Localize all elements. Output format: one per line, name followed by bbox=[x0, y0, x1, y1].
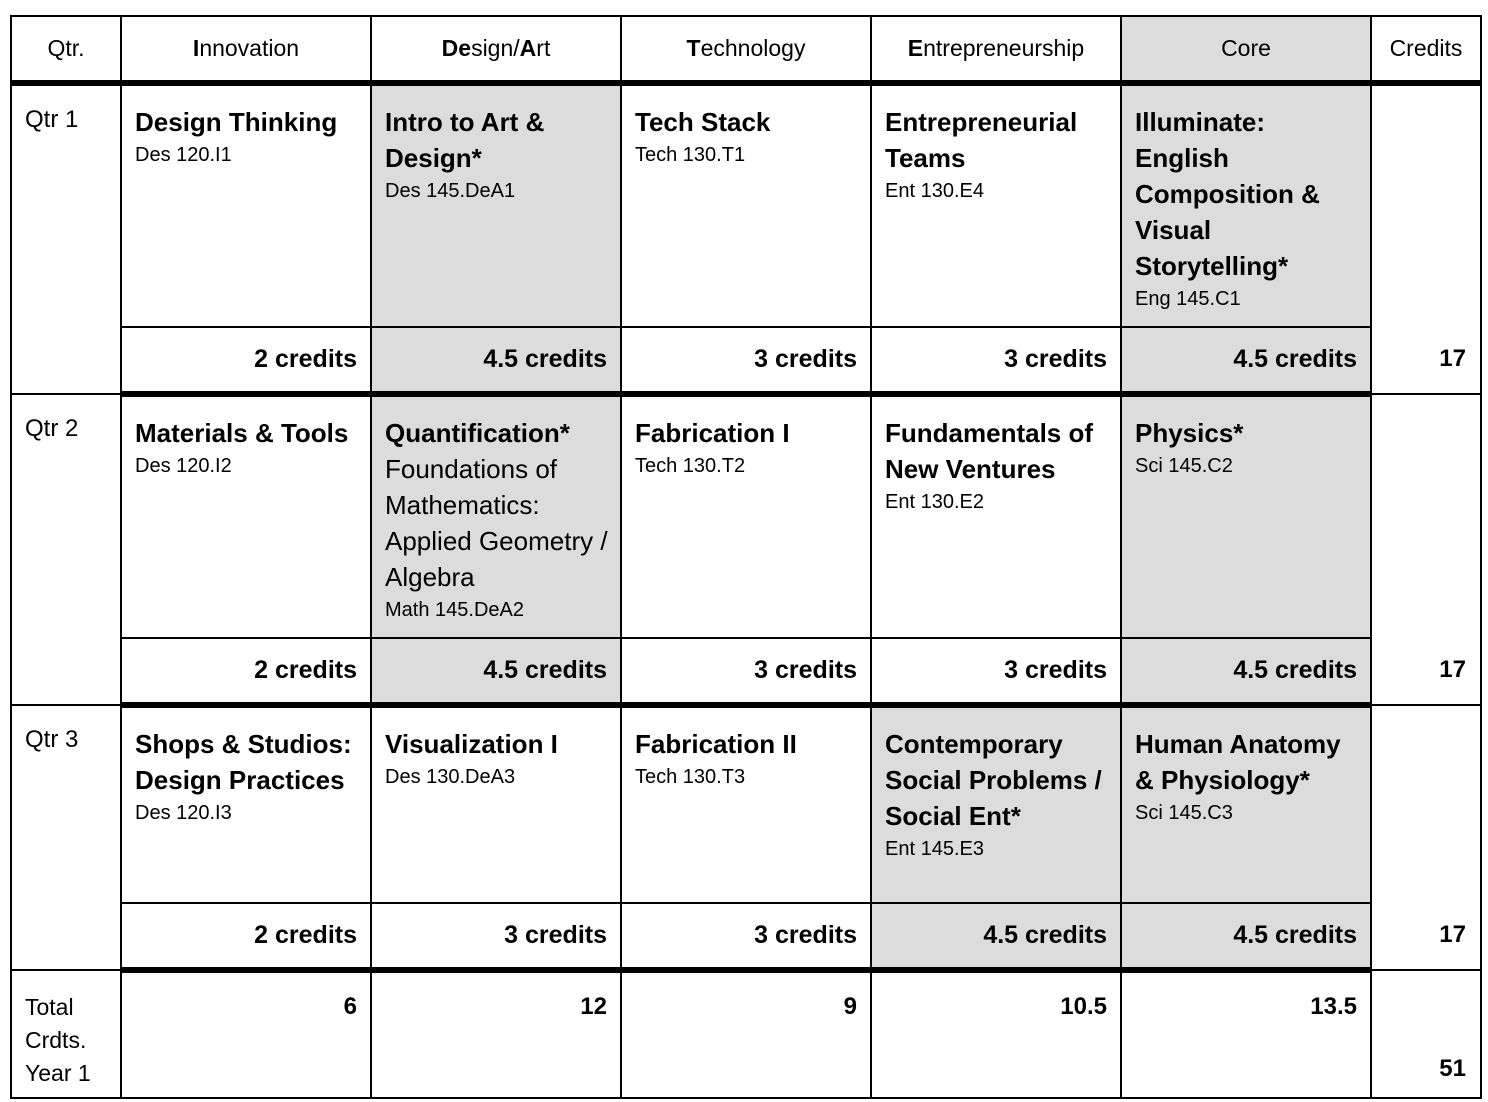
course-title: Physics* bbox=[1135, 418, 1244, 448]
quarter-label: Qtr 1 bbox=[11, 83, 121, 394]
quarter-total: 17 bbox=[1371, 83, 1481, 394]
column-total: 9 bbox=[621, 970, 871, 1098]
course-cell bbox=[871, 394, 1121, 638]
course-title: Fabrication II bbox=[635, 729, 797, 759]
course-code: Des 130.DeA3 bbox=[385, 766, 516, 788]
quarter-total: 17 bbox=[1371, 705, 1481, 970]
column-total: 13.5 bbox=[1121, 970, 1371, 1098]
course-cell bbox=[121, 394, 371, 638]
course-credits: 2 credits bbox=[121, 638, 371, 705]
header-credits: Credits bbox=[1371, 16, 1481, 83]
course-title: Tech Stack bbox=[635, 107, 771, 137]
course-cell bbox=[371, 705, 621, 903]
course-code: Ent 130.E2 bbox=[885, 491, 984, 513]
course-credits: 4.5 credits bbox=[371, 638, 621, 705]
column-total: 12 bbox=[371, 970, 621, 1098]
header-rest: echnology bbox=[700, 35, 806, 61]
header-core bbox=[1121, 16, 1371, 83]
course-credits: 4.5 credits bbox=[1121, 638, 1371, 705]
course-code: Sci 145.C2 bbox=[1135, 455, 1233, 477]
quarter-3-credit-row bbox=[11, 903, 1481, 970]
course-title: Fabrication I bbox=[635, 418, 790, 448]
header-design-art bbox=[371, 16, 621, 83]
quarter-label: Qtr 2 bbox=[11, 394, 121, 705]
course-cell bbox=[621, 394, 871, 638]
header-rest: sign/ bbox=[471, 35, 520, 61]
course-cell bbox=[1121, 394, 1371, 638]
course-credits: 4.5 credits bbox=[371, 327, 621, 394]
course-code: Math 145.DeA2 bbox=[385, 599, 524, 621]
header-innovation bbox=[121, 16, 371, 83]
course-credits: 3 credits bbox=[371, 903, 621, 970]
course-credits: 2 credits bbox=[121, 903, 371, 970]
course-credits: 3 credits bbox=[871, 638, 1121, 705]
course-cell bbox=[621, 83, 871, 327]
column-total: 6 bbox=[121, 970, 371, 1098]
header-initial: I bbox=[192, 35, 200, 61]
course-code: Tech 130.T3 bbox=[635, 766, 746, 788]
course-title: Materials & Tools bbox=[135, 418, 349, 448]
quarter-2-course-row bbox=[11, 394, 1481, 638]
quarter-label: Qtr 3 bbox=[11, 705, 121, 970]
header-row bbox=[11, 16, 1481, 83]
course-code: Eng 145.C1 bbox=[1135, 288, 1241, 310]
course-cell bbox=[121, 83, 371, 327]
quarter-2-credit-row bbox=[11, 638, 1481, 705]
header-initial: E bbox=[907, 35, 924, 61]
header-rest: ntrepreneurship bbox=[923, 35, 1085, 61]
totals-label bbox=[11, 970, 121, 1098]
header-initial: A bbox=[519, 35, 537, 61]
course-credits: 2 credits bbox=[121, 327, 371, 394]
course-cell bbox=[1121, 705, 1371, 903]
course-title: Quantification* bbox=[385, 418, 570, 448]
quarter-3-course-row bbox=[11, 705, 1481, 903]
quarter-total: 17 bbox=[1371, 394, 1481, 705]
header-technology bbox=[621, 16, 871, 83]
course-code: Ent 130.E4 bbox=[885, 180, 984, 202]
totals-label-line: Total bbox=[25, 994, 74, 1020]
course-title: Human Anatomy & Physiology* bbox=[1135, 729, 1341, 795]
header-initial: De bbox=[441, 35, 472, 61]
course-code: Sci 145.C3 bbox=[1135, 802, 1233, 824]
course-credits: 4.5 credits bbox=[1121, 327, 1371, 394]
totals-label-line: Year 1 bbox=[25, 1060, 91, 1086]
course-cell bbox=[121, 705, 371, 903]
course-title: Shops & Studios: Design Practices bbox=[135, 729, 352, 795]
course-code: Tech 130.T2 bbox=[635, 455, 746, 477]
course-title: Design Thinking bbox=[135, 107, 338, 137]
totals-label-line: Crdts. bbox=[25, 1027, 87, 1053]
course-credits: 3 credits bbox=[621, 327, 871, 394]
course-code: Tech 130.T1 bbox=[635, 144, 746, 166]
course-cell bbox=[371, 83, 621, 327]
course-title: Visualization I bbox=[385, 729, 558, 759]
course-code: Des 120.I3 bbox=[135, 802, 232, 824]
course-credits: 4.5 credits bbox=[871, 903, 1121, 970]
course-title: Entrepreneurial Teams bbox=[885, 107, 1078, 173]
course-title: Fundamentals of New Ventures bbox=[885, 418, 1094, 484]
course-credits: 3 credits bbox=[621, 638, 871, 705]
course-cell bbox=[371, 394, 621, 638]
course-code: Ent 145.E3 bbox=[885, 838, 984, 860]
column-total: 10.5 bbox=[871, 970, 1121, 1098]
quarter-1-credit-row bbox=[11, 327, 1481, 394]
quarter-1-course-row bbox=[11, 83, 1481, 327]
course-subtitle: Foundations of Mathematics: Applied Geometry / Algebra bbox=[385, 454, 608, 592]
course-title: Intro to Art & Design* bbox=[385, 107, 545, 173]
course-code: Des 120.I2 bbox=[135, 455, 232, 477]
course-code: Des 120.I1 bbox=[135, 144, 232, 166]
course-title: Illuminate: English Composition & Visual Storytelling* bbox=[1135, 107, 1320, 281]
course-code: Des 145.DeA1 bbox=[385, 180, 516, 202]
course-cell bbox=[871, 83, 1121, 327]
course-title: Contemporary Social Problems / Social Ent* bbox=[885, 729, 1102, 831]
course-cell bbox=[1121, 83, 1371, 327]
header-rest: rt bbox=[536, 35, 551, 61]
course-credits: 3 credits bbox=[871, 327, 1121, 394]
header-entrepreneurship bbox=[871, 16, 1121, 83]
course-credits: 4.5 credits bbox=[1121, 903, 1371, 970]
header-initial: T bbox=[686, 35, 701, 61]
header-rest: Core bbox=[1221, 35, 1271, 61]
header-qtr: Qtr. bbox=[11, 16, 121, 83]
course-cell bbox=[621, 705, 871, 903]
header-rest: nnovation bbox=[199, 35, 300, 61]
course-cell bbox=[871, 705, 1121, 903]
course-credits: 3 credits bbox=[621, 903, 871, 970]
totals-row bbox=[11, 970, 1481, 1098]
curriculum-table bbox=[10, 15, 1482, 1099]
grand-total: 51 bbox=[1371, 970, 1481, 1098]
